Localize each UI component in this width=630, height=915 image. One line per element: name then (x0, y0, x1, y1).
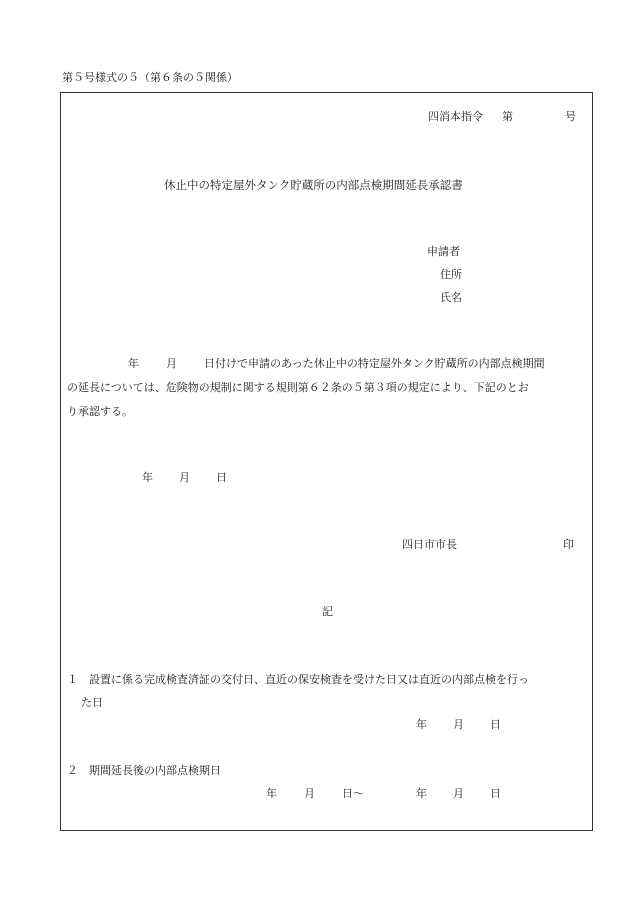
document-title: 休止中の特定屋外タンク貯蔵所の内部点検期間延長承認書 (164, 178, 463, 192)
body-line3: り承認する。 (67, 405, 133, 418)
ref-prefix: 四消本指令 (428, 110, 483, 123)
date-year: 年 (142, 471, 153, 484)
body-line1: 日付けで申請のあった休止中の特定屋外タンク貯蔵所の内部点検期間 (204, 357, 545, 370)
address-label: 住所 (440, 268, 462, 281)
ki-heading: 記 (322, 605, 333, 618)
item1-line1: １ 設置に係る完成検査済証の交付日、直近の保安検査を受けた日又は直近の内部点検を行っ (67, 673, 529, 686)
ref-dai: 第 (502, 110, 513, 123)
body-month: 月 (166, 357, 177, 370)
ref-go: 号 (565, 110, 576, 123)
item2-to-day: 日 (490, 787, 501, 800)
item1-line2: た日 (81, 696, 103, 709)
date-month: 月 (179, 471, 190, 484)
issuer: 四日市市長 (402, 538, 457, 551)
body-year: 年 (128, 357, 139, 370)
item2-to-month: 月 (453, 787, 464, 800)
form-number-label: 第５号様式の５（第６条の５関係） (62, 71, 238, 84)
item2-to-year: 年 (416, 787, 427, 800)
item2-label: ２ 期間延長後の内部点検期日 (67, 764, 221, 777)
item1-year: 年 (416, 718, 427, 731)
item2-from-month: 月 (304, 787, 315, 800)
date-day: 日 (216, 471, 227, 484)
item2-from-day: 日～ (342, 787, 364, 800)
seal-mark: 印 (563, 538, 574, 551)
item1-month: 月 (453, 718, 464, 731)
applicant-label: 申請者 (427, 245, 460, 258)
item1-day: 日 (490, 718, 501, 731)
document-frame (60, 92, 593, 831)
name-label: 氏名 (440, 291, 462, 304)
body-line2: の延長については、危険物の規制に関する規則第６２条の５第３項の規定により、下記のとお (67, 381, 529, 394)
item2-from-year: 年 (266, 787, 277, 800)
